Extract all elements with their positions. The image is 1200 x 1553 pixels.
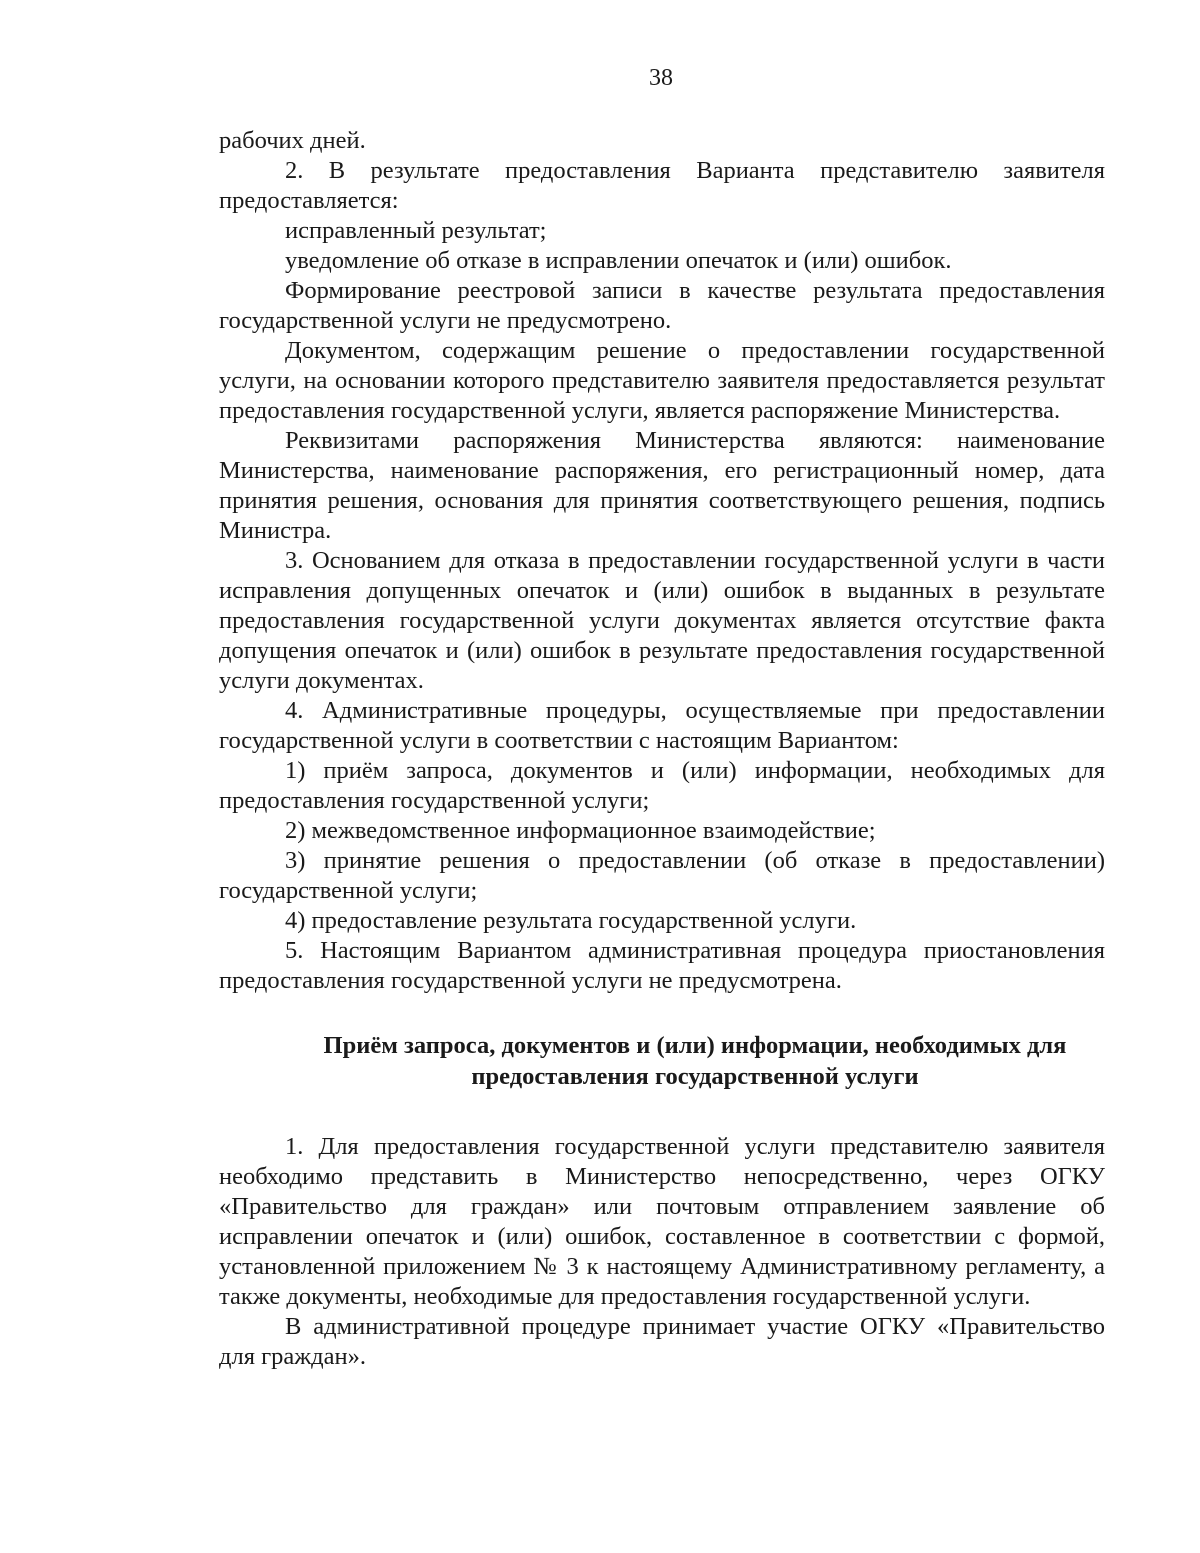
paragraph: Реквизитами распоряжения Министерства являются: наименование Министерства, наименование распоряжения, его регистрационный номер, дата принятия решения, основания для принятия соответствующего решения, подпись Министра. <box>219 427 1105 544</box>
paragraph: исправленный результат; <box>285 217 547 244</box>
paragraph: рабочих дней. <box>219 127 366 154</box>
paragraph: Документом, содержащим решение о предоставлении государственной услуги, на основании которого представителю заявителя предоставляется результат предоставления государственной услуги, является распоряжение Министерства. <box>219 337 1105 424</box>
paragraph: 3) принятие решения о предоставлении (об отказе в предоставлении) государственной услуги; <box>219 847 1105 904</box>
paragraphs-bottom <box>219 1132 1105 1372</box>
paragraph: 4) предоставление результата государственной услуги. <box>285 907 857 934</box>
section-heading-line-2: предоставления государственной услуги <box>471 1063 919 1090</box>
paragraph: 3. Основанием для отказа в предоставлении государственной услуги в части исправления допущенных опечаток и (или) ошибок в выданных в результате предоставления государственной услуги документах является отсутствие факта допущения опечаток и (или) ошибок в результате предоставления государственной услуги документах. <box>219 547 1105 694</box>
section-heading-line-1: Приём запроса, документов и (или) информации, необходимых для <box>323 1032 1067 1059</box>
paragraph: 5. Настоящим Вариантом административная процедура приостановления предоставления государственной услуги не предусмотрена. <box>219 937 1105 994</box>
page-number: 38 <box>649 65 673 91</box>
paragraph: 1) приём запроса, документов и (или) информации, необходимых для предоставления государственной услуги; <box>219 757 1105 814</box>
paragraph: Формирование реестровой записи в качестве результата предоставления государственной услуги не предусмотрено. <box>219 277 1105 334</box>
paragraph: В административной процедуре принимает участие ОГКУ «Правительство для граждан». <box>219 1313 1105 1370</box>
paragraph: 4. Административные процедуры, осуществляемые при предоставлении государственной услуги в соответствии с настоящим Вариантом: <box>219 697 1105 754</box>
section-heading <box>219 1030 1105 1092</box>
document-body <box>219 126 1105 1372</box>
paragraph: 2. В результате предоставления Варианта представителю заявителя предоставляется: <box>219 157 1105 214</box>
paragraph: 1. Для предоставления государственной услуги представителю заявителя необходимо представить в Министерство непосредственно, через ОГКУ «Правительство для граждан» или почтовым отправлением заявление об исправлении опечаток и (или) ошибок, составленное в соответствии с формой, установленной приложением № 3 к настоящему Административному регламенту, а также документы, необходимые для предоставления государственной услуги. <box>219 1133 1105 1310</box>
paragraphs-top <box>219 126 1105 996</box>
paragraph: 2) межведомственное информационное взаимодействие; <box>285 817 876 844</box>
paragraph: уведомление об отказе в исправлении опечаток и (или) ошибок. <box>285 247 952 274</box>
